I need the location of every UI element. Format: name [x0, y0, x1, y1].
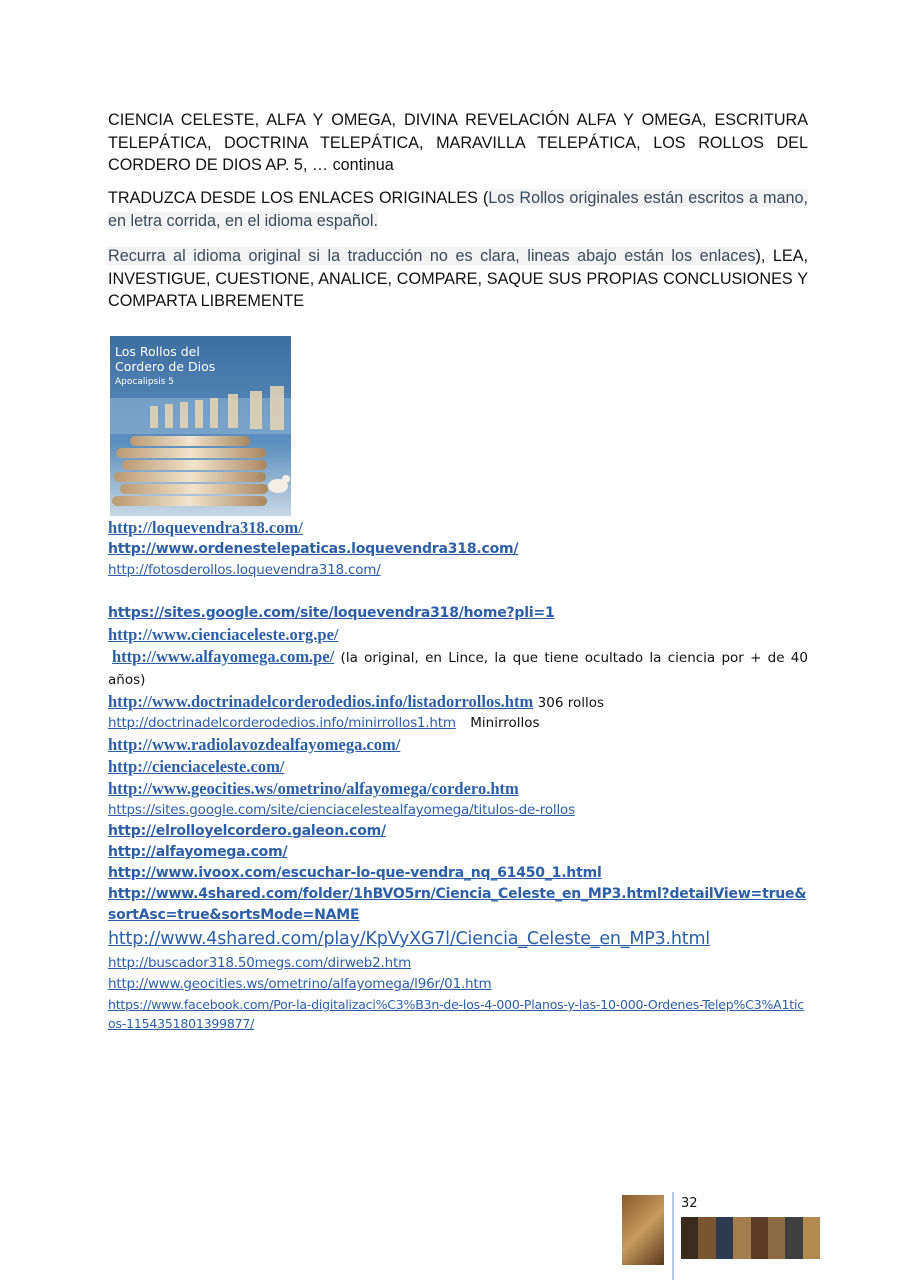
cover-subtitle: Apocalipsis 5	[115, 377, 175, 387]
footer-collage-image	[681, 1217, 820, 1259]
link-cienciaceleste-org[interactable]: http://www.cienciaceleste.org.pe/	[108, 625, 339, 644]
link-note-306-rollos: 306 rollos	[537, 695, 605, 711]
link-alfayomega-pe[interactable]: http://www.alfayomega.com.pe/	[112, 647, 335, 666]
link-row-minirrollos	[108, 713, 808, 734]
link-buscador318[interactable]: http://buscador318.50megs.com/dirweb2.htm	[108, 955, 412, 971]
link-row-listado-rollos	[108, 691, 808, 713]
translate-paragraph	[108, 187, 808, 232]
page-number: 32	[681, 1196, 698, 1211]
footer-divider	[672, 1192, 674, 1280]
link-minirrollos[interactable]: http://doctrinadelcorderodedios.info/minirrollos1.htm	[108, 715, 456, 731]
cover-title-line1: Los Rollos del	[115, 344, 200, 359]
link-fotos-de-rollos[interactable]: http://fotosderollos.loquevendra318.com/	[108, 562, 381, 578]
original-language-note: Recurra al idioma original si la traducción no es clara, lineas abajo están los enlaces	[108, 247, 756, 265]
intro-paragraph: CIENCIA CELESTE, ALFA Y OMEGA, DIVINA REVELACIÓN ALFA Y OMEGA, ESCRITURA TELEPÁTICA, DOCTRINA TELEPÁTICA, MARAVILLA TELEPÁTICA, LOS ROLLOS DEL CORDERO DE DIOS AP. 5, … continua	[108, 111, 808, 174]
link-ordenes-telepaticas[interactable]: http://www.ordenestelepaticas.loquevendra318.com/	[108, 541, 519, 557]
read-instruction: ), LEA, INVESTIGUE, CUESTIONE, ANALICE, COMPARE, SAQUE SUS PROPIAS CONCLUSIONES Y COMPARTA LIBREMENTE	[108, 247, 808, 310]
book-cover-image	[110, 336, 291, 516]
link-geocities-cordero[interactable]: http://www.geocities.ws/ometrino/alfayomega/cordero.htm	[108, 779, 519, 798]
handwritten-note: Los Rollos originales están escritos a mano, en letra corrida, en el idioma español.	[108, 189, 808, 230]
link-facebook[interactable]: https://www.facebook.com/Por-la-digitalizaci%C3%B3n-de-los-4-000-Planos-y-las-10-000-Ordenes-Telep%C3%A1ticos-1154351801399877/	[108, 997, 804, 1031]
link-ivoox[interactable]: http://www.ivoox.com/escuchar-lo-que-vendra_nq_61450_1.html	[108, 865, 602, 881]
spacer	[108, 581, 808, 603]
translate-instruction: TRADUZCA DESDE LOS ENLACES ORIGINALES (	[108, 189, 489, 207]
link-4shared-play[interactable]: http://www.4shared.com/play/KpVyXG7l/Ciencia_Celeste_en_MP3.html	[108, 929, 710, 949]
link-google-sites-loquevendra[interactable]: https://sites.google.com/site/loquevendra318/home?pli=1	[108, 605, 555, 621]
link-note-alfayomega: (la original, en Lince, la que tiene ocultado la ciencia por + de 40 años)	[108, 650, 808, 688]
link-row-alfayomega	[108, 646, 808, 691]
link-cienciaceleste-com[interactable]: http://cienciaceleste.com/	[108, 757, 285, 776]
link-elrollo-galeon[interactable]: http://elrolloyelcordero.galeon.com/	[108, 823, 386, 839]
read-paragraph	[108, 245, 808, 313]
link-radio-la-voz[interactable]: http://www.radiolavozdealfayomega.com/	[108, 735, 401, 754]
link-alfayomega-com[interactable]: http://alfayomega.com/	[108, 844, 288, 860]
link-geocities-l96r[interactable]: http://www.geocities.ws/ometrino/alfayomega/l96r/01.htm	[108, 976, 492, 992]
footer-statue-image	[622, 1195, 664, 1265]
cover-title-line2: Cordero de Dios	[115, 359, 216, 374]
link-listado-rollos[interactable]: http://www.doctrinadelcorderodedios.info/listadorrollos.htm	[108, 692, 534, 711]
link-google-sites-titulos[interactable]: https://sites.google.com/site/cienciacelestealfayomega/titulos-de-rollos	[108, 802, 575, 818]
links-list	[108, 517, 808, 1033]
link-note-minirrollos: Minirrollos	[470, 715, 540, 731]
link-loquevendra[interactable]: http://loquevendra318.com/	[108, 518, 303, 537]
link-4shared-folder[interactable]: http://www.4shared.com/folder/1hBVO5rn/Ciencia_Celeste_en_MP3.html?detailView=true&sortAsc=true&sortsMode=NAME	[108, 886, 807, 923]
